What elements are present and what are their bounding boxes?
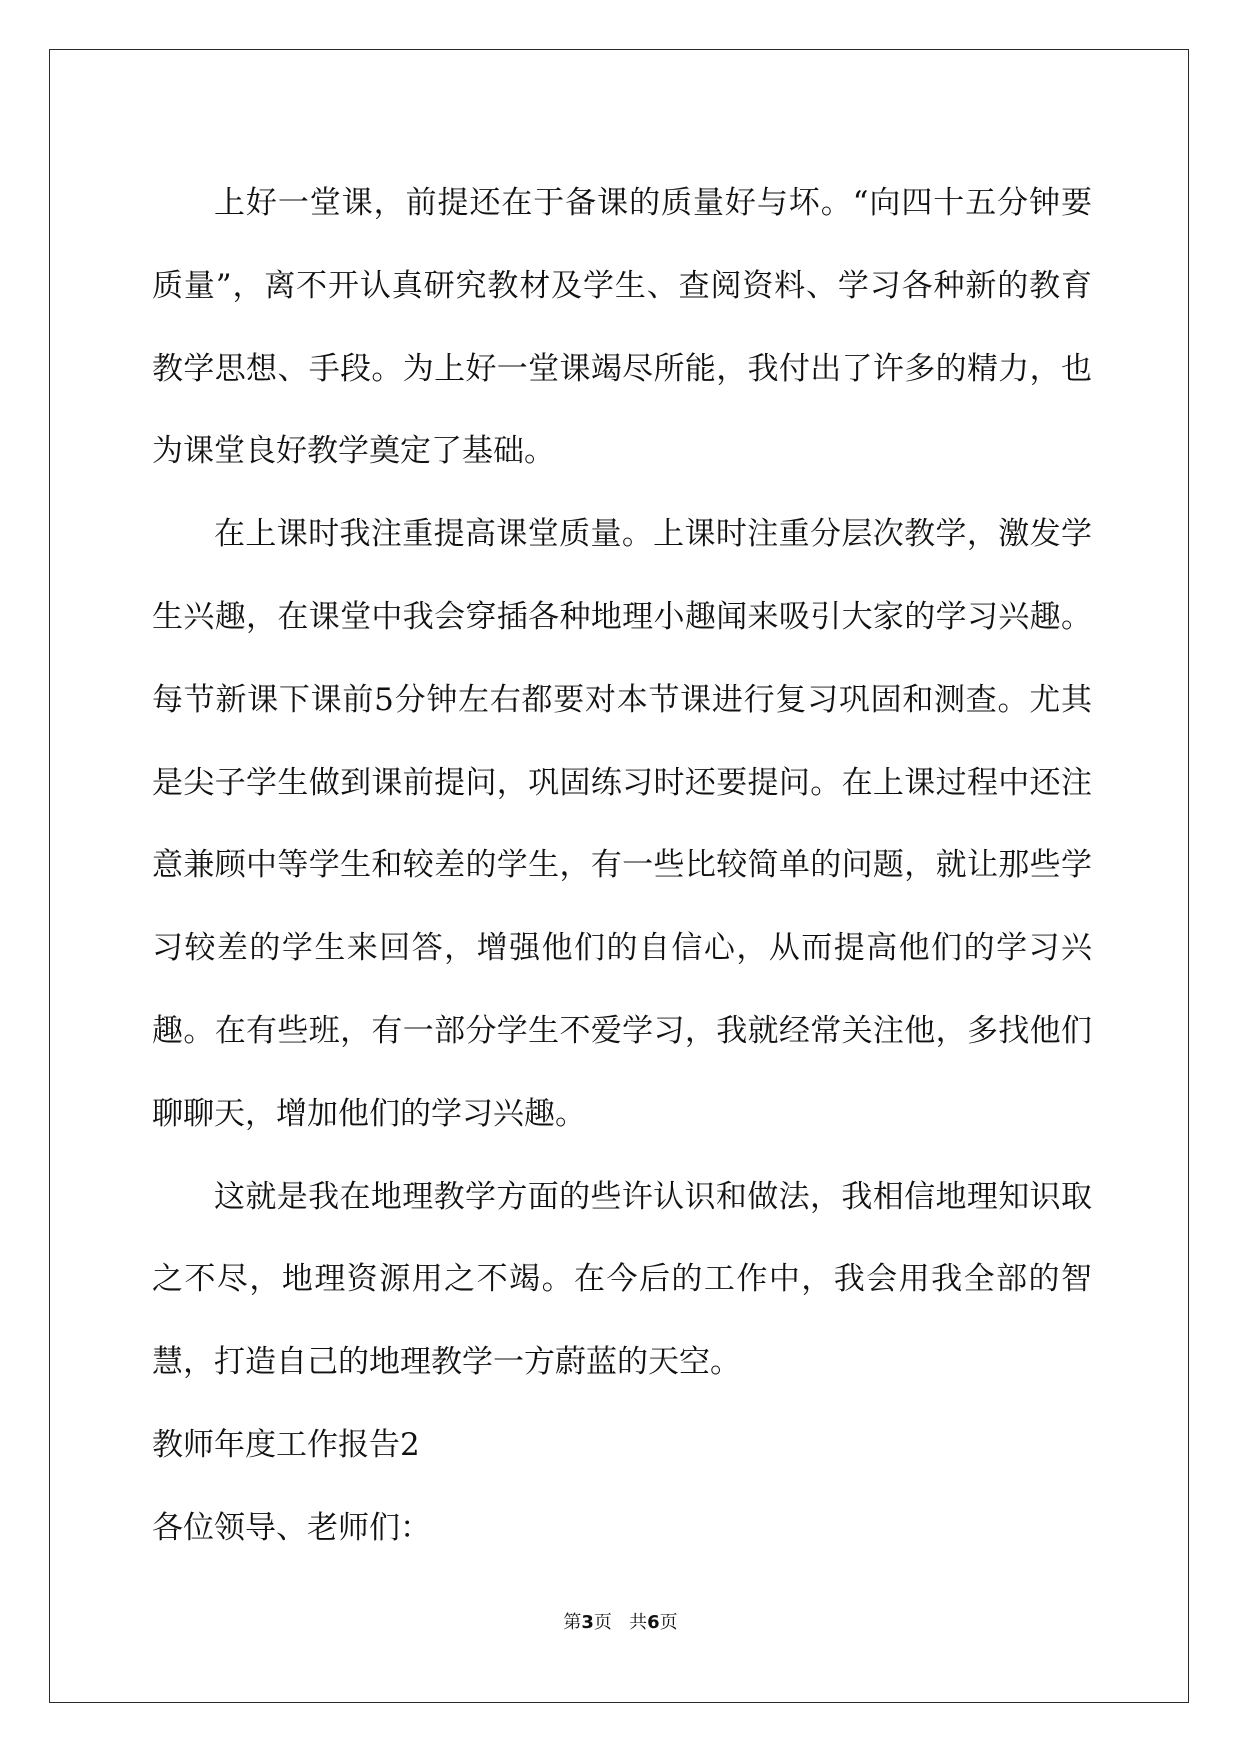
document-body — [152, 162, 1092, 1570]
total-prefix: 共 — [629, 1612, 648, 1633]
salutation: 各位领导、老师们： — [152, 1509, 431, 1546]
paragraph-conclusion: 这就是我在地理教学方面的些许认识和做法，我相信地理知识取之不尽，地理资源用之不竭。在今后的工作中，我会用我全部的智慧，打造自己的地理教学一方蔚蓝的天空。 — [152, 1178, 1092, 1381]
current-page-number: 3 — [581, 1612, 594, 1633]
total-pages-number: 6 — [647, 1612, 660, 1633]
page-prefix: 第 — [563, 1612, 582, 1633]
paragraph-lesson-preparation: 上好一堂课，前提还在于备课的质量好与坏。“向四十五分钟要质量”，离不开认真研究教材及学生、查阅资料、学习各种新的教育教学思想、手段。为上好一堂课竭尽所能，我付出了许多的精力，也为课堂良好教学奠定了基础。 — [152, 185, 1092, 470]
total-suffix: 页 — [659, 1612, 678, 1633]
page-footer — [0, 1608, 1241, 1634]
page-suffix: 页 — [593, 1612, 612, 1633]
section-heading: 教师年度工作报告2 — [152, 1426, 420, 1463]
paragraph-classroom-quality: 在上课时我注重提高课堂质量。上课时注重分层次教学，激发学生兴趣，在课堂中我会穿插各种地理小趣闻来吸引大家的学习兴趣。每节新课下课前5分钟左右都要对本节课进行复习巩固和测查。尤其是尖子学生做到课前提问，巩固练习时还要提问。在上课过程中还注意兼顾中等学生和较差的学生，有一些比较简单的问题，就让那些学习较差的学生来回答，增强他们的自信心，从而提高他们的学习兴趣。在有些班，有一部分学生不爱学习，我就经常关注他，多找他们聊聊天，增加他们的学习兴趣。 — [152, 516, 1092, 1132]
